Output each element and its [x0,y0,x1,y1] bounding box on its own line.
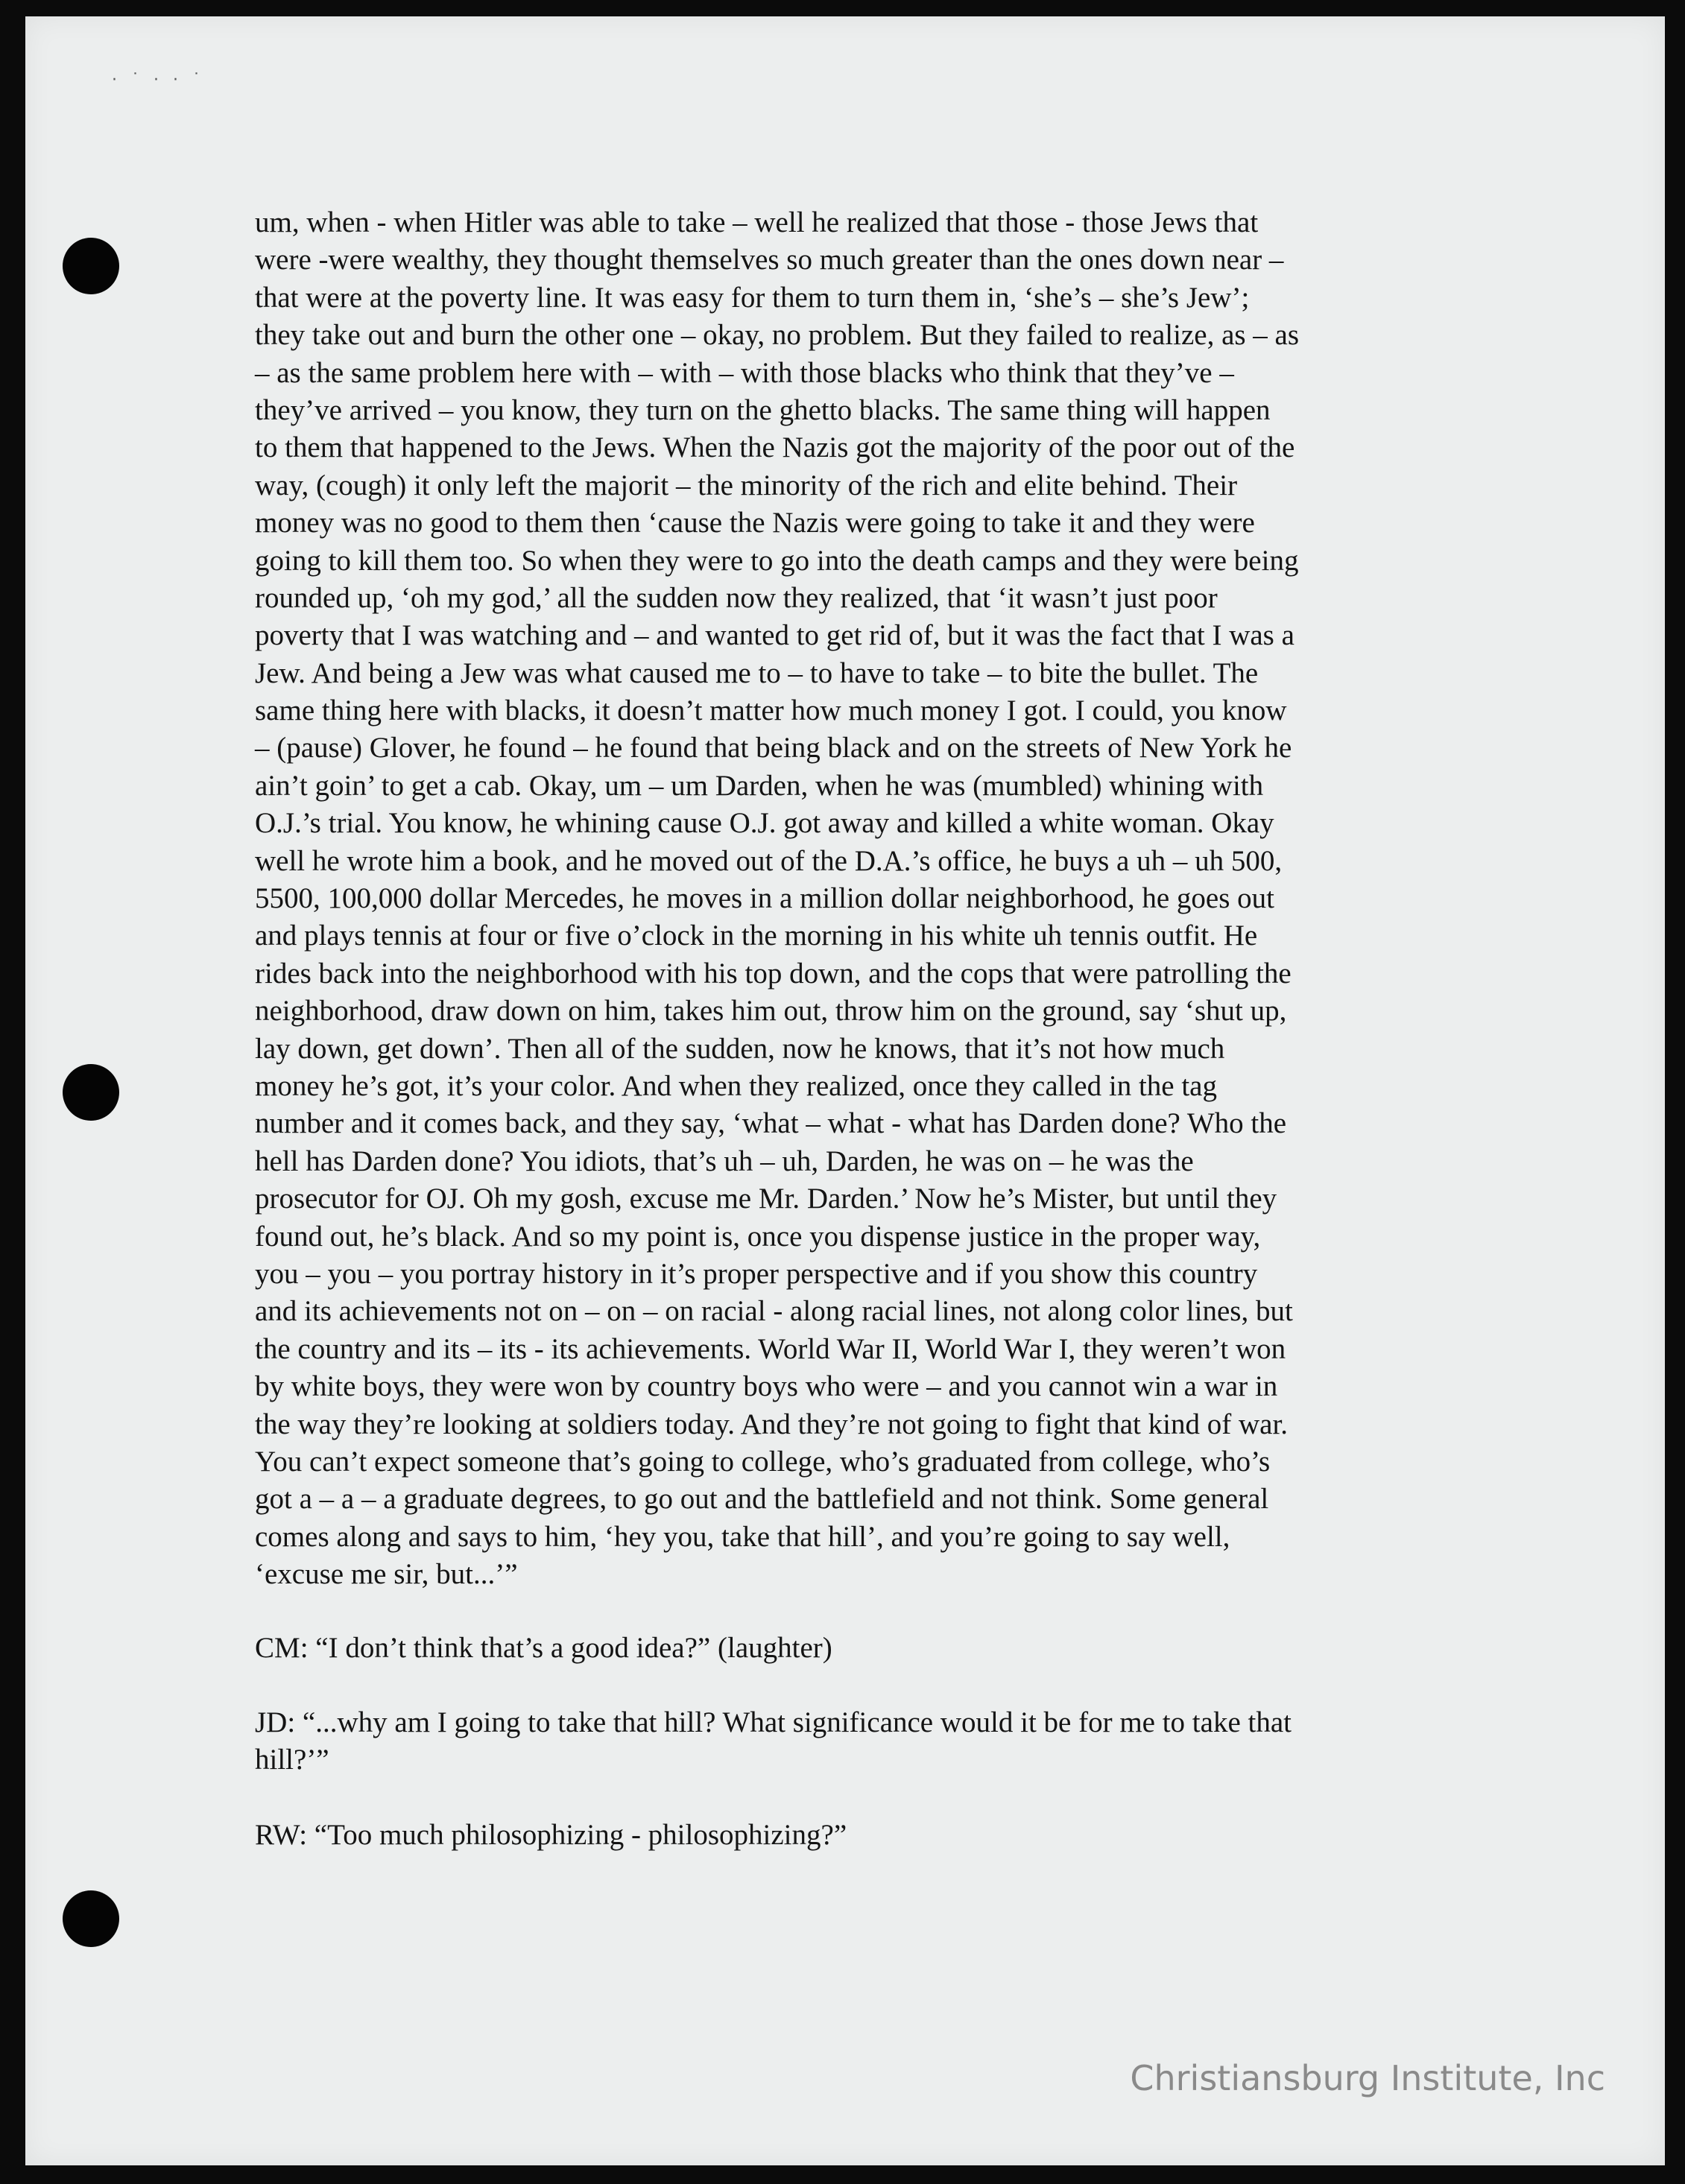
text-line: the way they’re looking at soldiers today. And they’re not going to fight that kind of war. [255,1408,1289,1440]
text-line: same thing here with blacks, it doesn’t matter how much money I got. I could, you know [255,694,1287,727]
watermark: Christiansburg Institute, Inc [1130,2058,1605,2098]
text-line: to them that happened to the Jews. When the Nazis got the majority of the poor out of the [255,431,1295,464]
text-line: you – you – you portray history in it’s proper perspective and if you show this country [255,1257,1258,1290]
rw-speaker-line: RW: “Too much philosophizing - philosophizing?” [255,1819,847,1851]
text-line: going to kill them too. So when they were to go into the death camps and they were being [255,544,1299,577]
text-line: the country and its – its - its achievements. World War II, World War I, they weren’t won [255,1332,1286,1365]
text-line: were -were wealthy, they thought themselves so much greater than the ones down near – [255,244,1284,276]
text-line: ain’t goin’ to get a cab. Okay, um – um Darden, when he was (mumbled) whining with [255,769,1264,802]
text-line: money he’s got, it’s your color. And when they realized, once they called in the tag [255,1069,1217,1102]
text-line: comes along and says to him, ‘hey you, take that hill’, and you’re going to say well, [255,1520,1230,1553]
text-line: that were at the poverty line. It was easy for them to turn them in, ‘she’s – she’s Jew’; [255,281,1250,314]
text-line: and plays tennis at four or five o’clock in the morning in his white uh tennis outfit. He [255,920,1258,952]
binder-hole-bottom [63,1890,119,1947]
text-line: found out, he’s black. And so my point is, once you dispense justice in the proper way, [255,1220,1261,1253]
transcript-paragraph [255,204,1417,1593]
jd-speaker-line-continued: hill?’” [255,1744,329,1776]
text-line: poverty that I was watching and – and wanted to get rid of, but it was the fact that I was a [255,619,1294,652]
text-line: way, (cough) it only left the majorit – the minority of the rich and elite behind. Their [255,469,1238,501]
text-line: by white boys, they were won by country boys who were – and you cannot win a war in [255,1370,1278,1403]
page-specks: · ˙ · · ˙ [112,71,205,89]
text-line: well he wrote him a book, and he moved out of the D.A.’s office, he buys a uh – uh 500, [255,844,1283,877]
text-line: You can’t expect someone that’s going to college, who’s graduated from college, who’s [255,1445,1271,1478]
text-line: they take out and burn the other one – okay, no problem. But they failed to realize, as – as [255,319,1300,352]
binder-hole-top [63,238,119,294]
cm-speaker-line: CM: “I don’t think that’s a good idea?” (laughter) [255,1632,832,1664]
text-line: 5500, 100,000 dollar Mercedes, he moves in a million dollar neighborhood, he goes out [255,882,1274,915]
text-line: ‘excuse me sir, but...’” [255,1558,518,1591]
text-line: rounded up, ‘oh my god,’ all the sudden now they realized, that ‘it wasn’t just poor [255,581,1218,614]
text-line: – as the same problem here with – with – with those blacks who think that they’ve – [255,356,1234,389]
text-line: hell has Darden done? You idiots, that’s uh – uh, Darden, he was on – he was the [255,1145,1194,1177]
text-line: got a – a – a graduate degrees, to go out and the battlefield and not think. Some general [255,1483,1269,1516]
binder-hole-middle [63,1064,119,1121]
text-line: – (pause) Glover, he found – he found that being black and on the streets of New York he [255,732,1292,765]
text-line: lay down, get down’. Then all of the sudden, now he knows, that it’s not how much [255,1032,1225,1065]
text-line: Jew. And being a Jew was what caused me to – to have to take – to bite the bullet. The [255,656,1259,689]
text-line: number and it comes back, and they say, ‘what – what - what has Darden done? Who the [255,1107,1287,1140]
text-line: prosecutor for OJ. Oh my gosh, excuse me Mr. Darden.’ Now he’s Mister, but until they [255,1183,1277,1215]
jd-speaker-line: JD: “...why am I going to take that hill? What significance would it be for me to take that [255,1706,1292,1738]
text-line: um, when - when Hitler was able to take – well he realized that those - those Jews that [255,206,1259,238]
text-line: money was no good to them then ‘cause the Nazis were going to take it and they were [255,507,1255,539]
text-line: they’ve arrived – you know, they turn on the ghetto blacks. The same thing will happen [255,393,1271,426]
text-line: and its achievements not on – on – on racial - along racial lines, not along color lines, but [255,1295,1293,1328]
text-line: O.J.’s trial. You know, he whining cause O.J. got away and killed a white woman. Okay [255,807,1274,840]
text-line: rides back into the neighborhood with his top down, and the cops that were patrolling the [255,957,1292,990]
text-line: neighborhood, draw down on him, takes him out, throw him on the ground, say ‘shut up, [255,995,1287,1028]
